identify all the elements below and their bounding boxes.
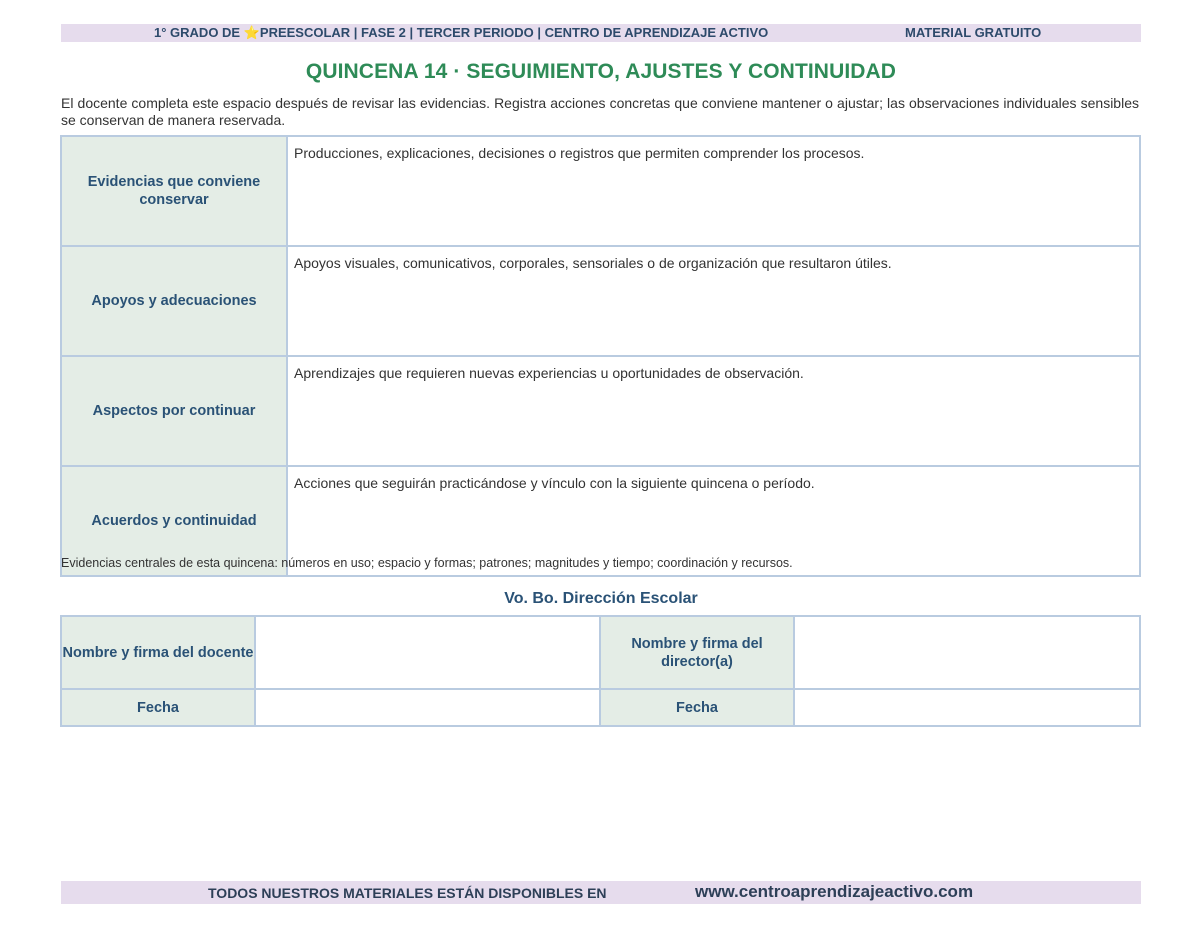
table-row — [61, 356, 1140, 466]
footer-available-text: TODOS NUESTROS MATERIALES ESTÁN DISPONIBLES EN — [208, 885, 607, 901]
row-content-field[interactable]: Apoyos visuales, comunicativos, corporales, sensoriales o de organización que resultaron útiles. — [287, 246, 1140, 356]
row-label — [61, 246, 287, 356]
row-label-text: Apoyos y adecuaciones — [91, 293, 257, 309]
date-row — [61, 689, 1140, 726]
row-content-field[interactable]: Aprendizajes que requieren nuevas experiencias u oportunidades de observación. — [287, 356, 1140, 466]
header-free-material: MATERIAL GRATUITO — [905, 25, 1042, 40]
row-label-text: Aspectos por continuar — [92, 403, 256, 419]
row-label-text: Acuerdos y continuidad — [91, 513, 257, 529]
director-date-label: Fecha — [600, 689, 794, 726]
teacher-date-label: Fecha — [61, 689, 255, 726]
row-content-field[interactable]: Producciones, explicaciones, decisiones o registros que permiten comprender los procesos. — [287, 136, 1140, 246]
approval-table — [60, 615, 1141, 727]
table-row — [61, 136, 1140, 246]
director-date-field[interactable] — [794, 689, 1140, 726]
footer-band — [61, 881, 1141, 904]
approval-title: Vo. Bo. Dirección Escolar — [504, 590, 698, 607]
teacher-signature-field[interactable] — [255, 616, 600, 689]
footer-website-link[interactable]: www.centroaprendizajeactivo.com — [695, 882, 974, 901]
teacher-date-field[interactable] — [255, 689, 600, 726]
row-content-field[interactable]: Acciones que seguirán practicándose y vínculo con la siguiente quincena o período. — [287, 466, 1140, 576]
header-band — [61, 24, 1141, 42]
header-grade: 1° GRADO DE — [154, 25, 244, 40]
page-title: QUINCENA 14 · SEGUIMIENTO, AJUSTES Y CONTINUIDAD — [305, 60, 897, 83]
intro-text: El docente completa este espacio después de revisar las evidencias. Registra acciones concretas que conviene mantener o ajustar; las observaciones individuales sensibles se conservan de manera reservada. — [61, 95, 1139, 128]
star-icon: ⭐ — [243, 25, 260, 40]
header-phase: PREESCOLAR | FASE 2 | TERCER PERIODO | CENTRO DE APRENDIZAJE ACTIVO — [259, 25, 769, 40]
row-label-text: Evidencias que conviene conservar — [87, 174, 261, 208]
header-left — [154, 24, 768, 42]
table-row — [61, 246, 1140, 356]
director-signature-label: Nombre y firma del director(a) — [600, 616, 794, 689]
row-label — [61, 136, 287, 246]
teacher-signature-label: Nombre y firma del docente — [61, 616, 255, 689]
director-signature-field[interactable] — [794, 616, 1140, 689]
follow-up-table — [60, 135, 1141, 577]
row-label — [61, 356, 287, 466]
evidence-caption: Evidencias centrales de esta quincena: números en uso; espacio y formas; patrones; magnitudes y tiempo; coordinación y recursos. — [61, 556, 793, 570]
signature-row — [61, 616, 1140, 689]
